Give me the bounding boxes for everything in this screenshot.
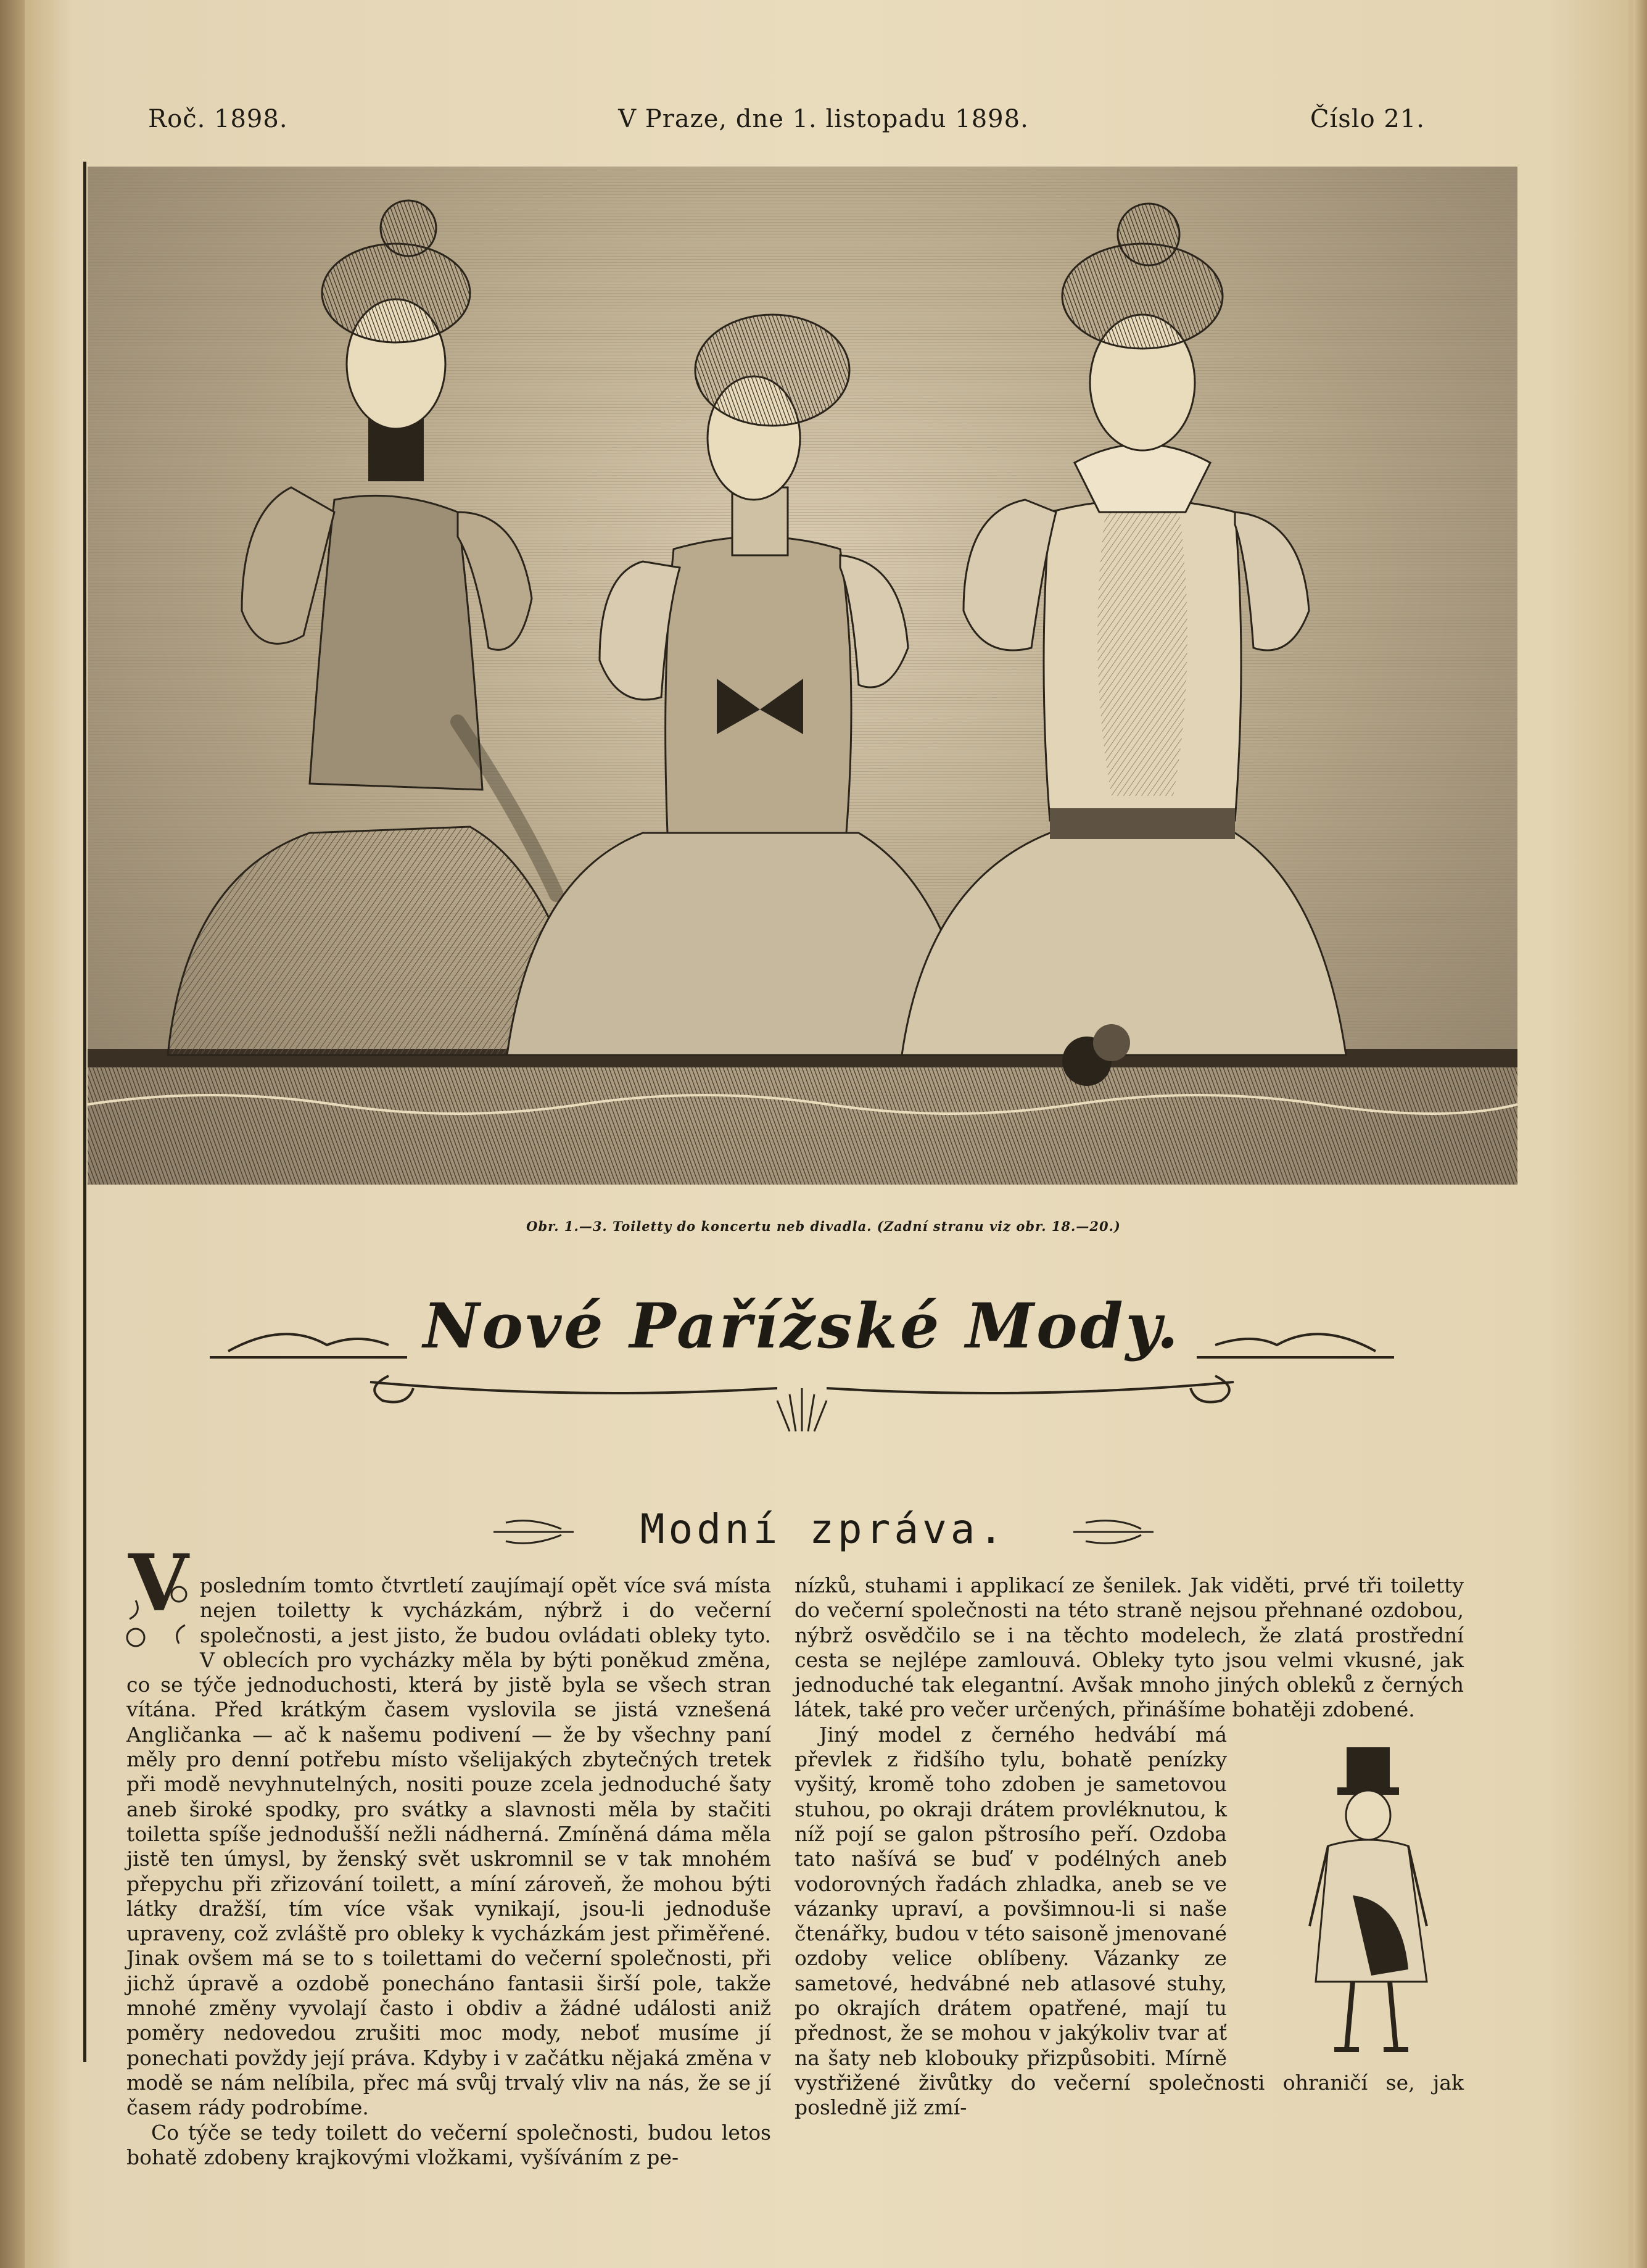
left-paragraph-1-text: posledním tomto čtvrtletí zaujímají opět více svá místa nejen toiletty k vycházkám, nýbrž i do večerní společnosti, a jest jisto, že budou ovládati obleky tyto. V oblecích pro vycházky měla by býti poněkud změna, co se týče jednoduchosti, která by jistě byla se všech stran vítána. Před krátkým časem vyslovila se jistá vznešená Angličanka — ač k našemu podivení — že by všechny paní měly pro denní potřebu místo všelijakých zbytečných tretek při modě nevyhnutelných, nositi pouze zcela jednoduché šaty aneb široké spodky, pro svátky a slavnosti měla by stačiti toiletta spíše jednodušší nežli nádherná. Zmíněná dáma měla jistě ten úmysl, by ženský svět uskromnil se v tak mnohém přepychu při zřizování toilett, a míní zároveň, že mohou býti látky dražší, tím více však vynikají, jsou-li jednoduše upraveny, což zvláště pro obleky k vycházkám jest přiměřené. Jinak ovšem má se to s toilettami do večerní společnosti, při jichž úpravě a ozdobě ponecháno fantasii širší pole, takže mnohé změny vyvolají často i obdiv a žádné události aniž poměry nedovedou zrušiti moc mody, neboť musíme jí ponechati povždy její práva. Kdyby i v začátku nějaká změna v modě se nám nelíbila, přec má svůj trvalý vliv na nás, že se jí časem rády podrobíme. xyxy=(126,1573,771,2120)
title-ornament xyxy=(204,1283,1400,1438)
dateline: V Praze, dne 1. listopadu 1898. xyxy=(618,105,1029,133)
gentleman-illustration xyxy=(1236,1723,1482,2062)
volume-label: Roč. 1898. xyxy=(148,105,288,133)
page-header xyxy=(0,105,1647,148)
page-edge xyxy=(1633,0,1647,2268)
right-paragraph-2 xyxy=(795,1723,1464,2121)
right-paragraph-1: nízků, stuhami i applikací ze šenilek. Jak viděti, prvé tři toiletty do večerní společnosti na této straně nejsou přehnané ozdobou, nýbrž osvědčilo se i na těchto modelech, že zlatá prostřední cesta se nejlépe zamlouvá. Obleky tyto jsou velmi vkusné, jak jednoduché tak elegantní. Avšak mnoho jiných obleků z černých látek, také pro večer určených, přinášíme bohatěji zdobené. xyxy=(795,1573,1464,1722)
dropcap xyxy=(123,1538,191,1655)
section-heading: Modní zpráva. xyxy=(640,1505,1007,1553)
left-paragraph-2: Co týče se tedy toilett do večerní společnosti, budou letos bohatě zdobeny krajkovými vložkami, vyšíváním z pe- xyxy=(126,2120,771,2169)
issue-number: Číslo 21. xyxy=(1310,105,1425,133)
three-ladies-in-theatre-box-engraving xyxy=(88,167,1517,1185)
left-rule xyxy=(83,162,86,2062)
page-title: Nové Pařížské Mody. xyxy=(423,1289,1181,1362)
binding-gutter xyxy=(0,0,25,2268)
right-paragraph-2-text: Jiný model z černého hedvábí má převlek z řidšího tylu, bohatě penízky vyšitý, kromě toho zdoben je sametovou stuhou, po okraji drátem provléknutou, k níž pojí se galon pštrosího peří. Ozdoba tato našívá se buď v podélných aneb vodorovných řadách zhladka, aneb se ve vázanky upraví, a povšimnou-li si naše čtenářky, budou v této saisoně jmenované ozdoby velice oblíbeny. Vázanky ze sametové, hedvábné neb atlasové stuhy, po okrajích drátem opatřené, mají tu přednost, že se mohou v jakýkoliv tvar ať na šaty neb klobouky přizpůsobiti. Mírně vystřižené živůtky do večerní společnosti ohraničí se, jak posledně již zmí- xyxy=(795,1722,1464,2120)
man-in-top-hat-engraving xyxy=(1260,1723,1495,2062)
dropcap-letter: V xyxy=(128,1538,189,1629)
illustration-caption: Obr. 1.—3. Toiletty do koncertu neb divadla. (Zadní stranu viz obr. 18.—20.) xyxy=(526,1219,1121,1234)
right-column xyxy=(795,1573,1464,2121)
left-column xyxy=(126,1538,771,2170)
left-paragraph-1 xyxy=(126,1538,771,2121)
fashion-illustration xyxy=(88,167,1517,1185)
